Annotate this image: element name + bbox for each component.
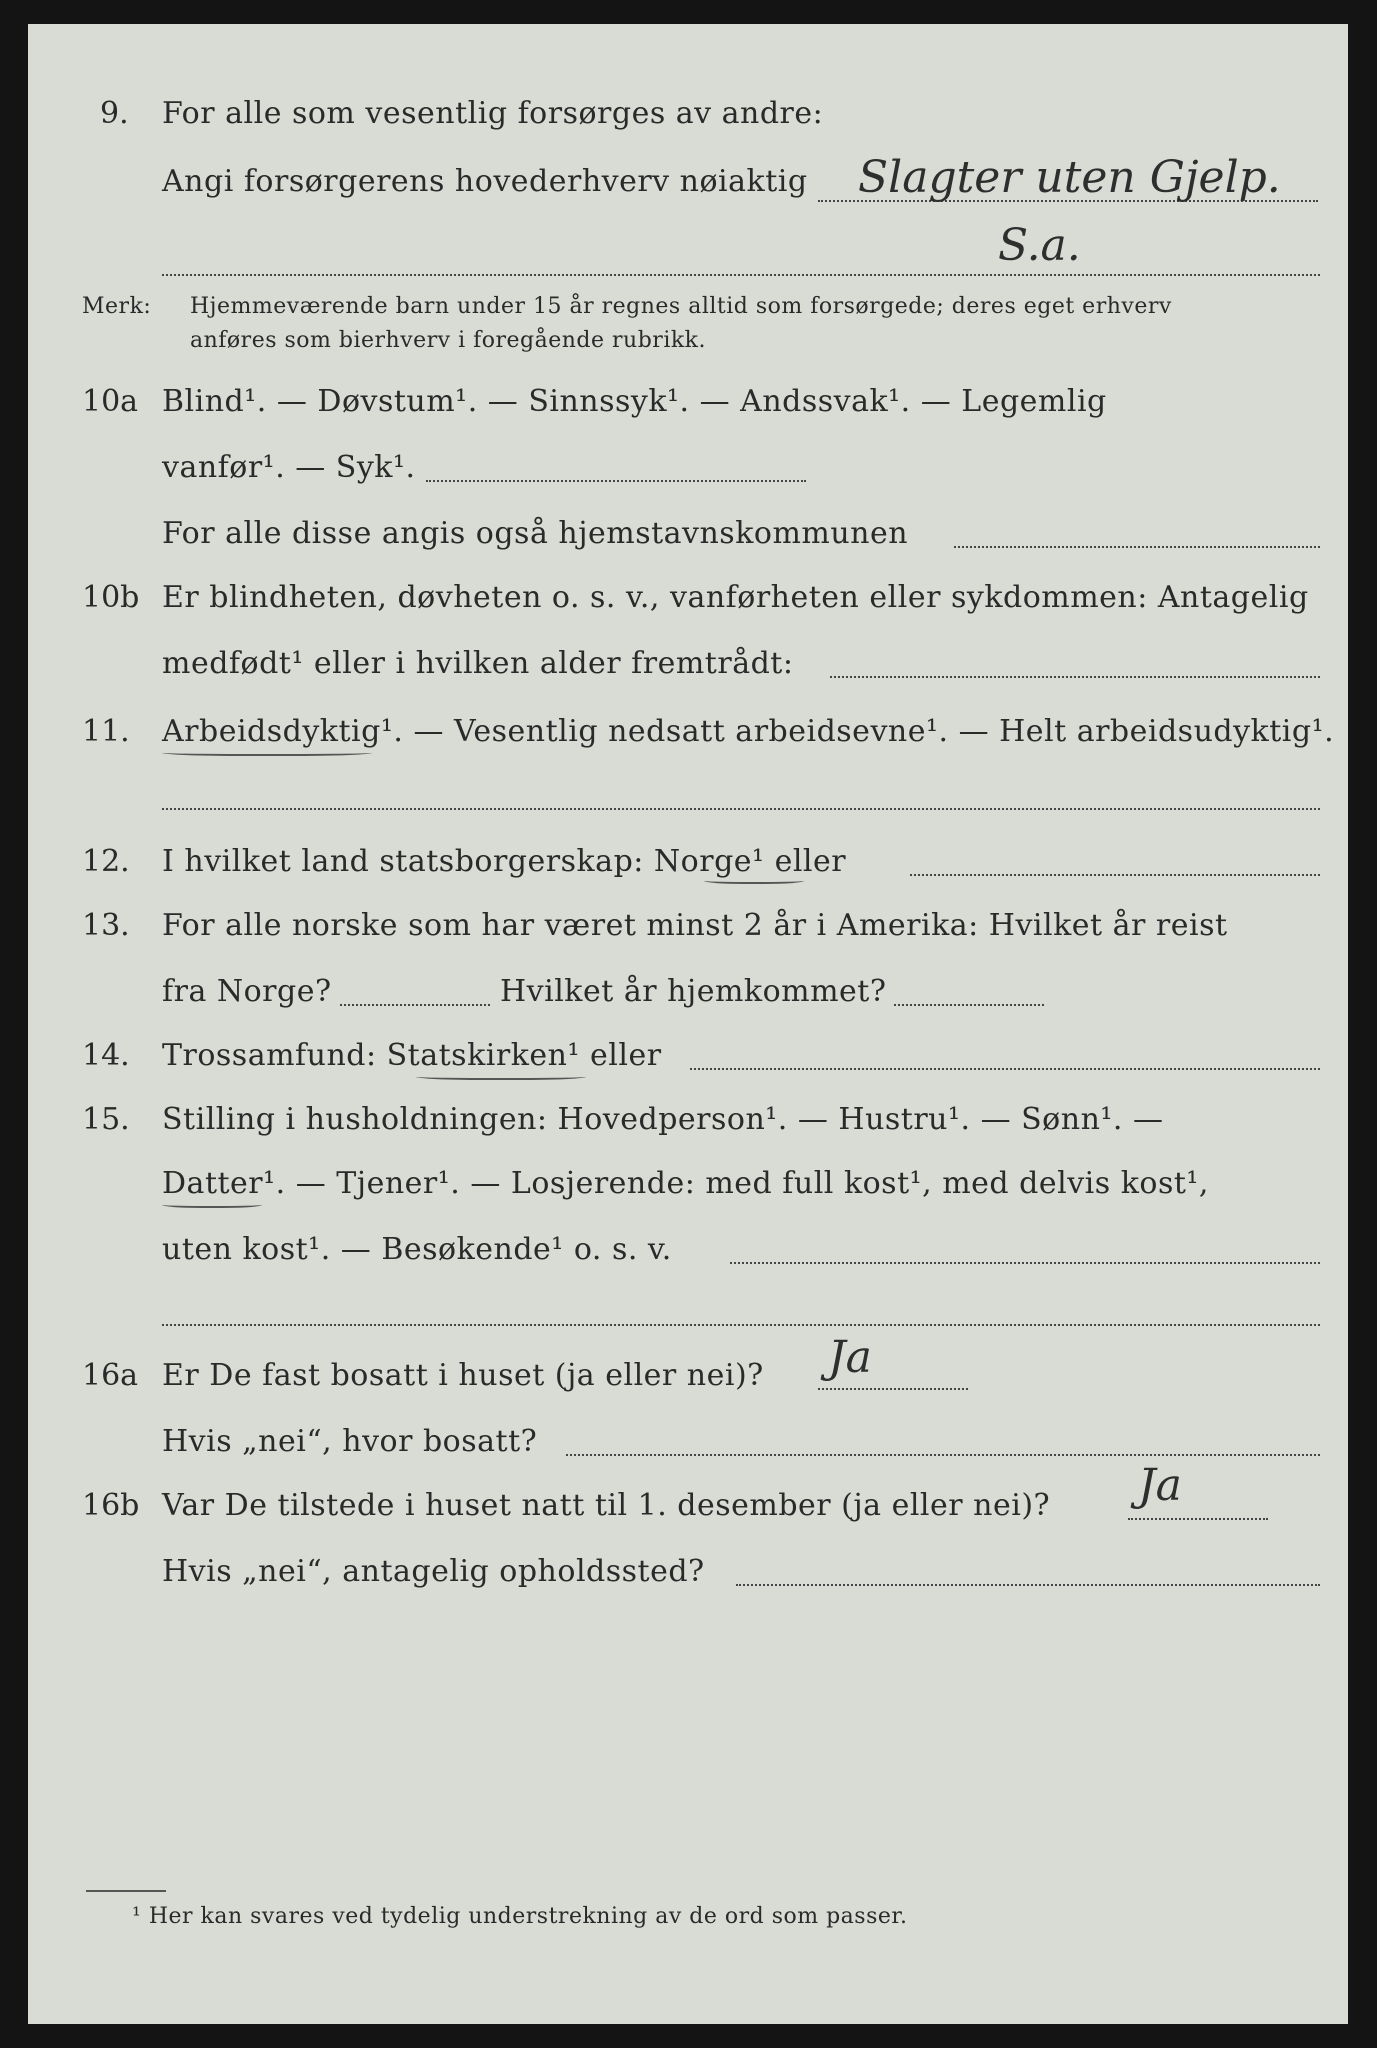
q13-line1: For alle norske som har været minst 2 år i Amerika: Hvilket år reist: [162, 908, 1228, 943]
q9-line1: For alle som vesentlig forsørges av andre:: [162, 96, 824, 131]
q16b-handwritten-answer: Ja: [1138, 1460, 1182, 1511]
q9-handwritten-answer2: S.a.: [998, 220, 1081, 271]
q10b-line1: Er blindheten, døvheten o. s. v., vanførheten eller sykdommen: Antagelig: [162, 580, 1309, 615]
q13-line2a: fra Norge?: [162, 974, 332, 1009]
footnote-rule: [86, 1890, 166, 1892]
q9-number: 9.: [100, 96, 129, 131]
q15-line3: uten kost¹. — Besøkende¹ o. s. v.: [162, 1232, 672, 1267]
q13-line2b: Hvilket år hjemkommet?: [500, 974, 887, 1009]
q16a-line2: Hvis „nei“, hvor bosatt?: [162, 1424, 538, 1459]
q16a-line1: Er De fast bosatt i huset (ja eller nei)?: [162, 1358, 764, 1393]
q14-line1: Trossamfund: Statskirken¹ eller: [162, 1038, 662, 1073]
q16b-line1: Var De tilstede i huset natt til 1. desember (ja eller nei)?: [162, 1488, 1051, 1523]
q12-fill-line: [910, 874, 1320, 876]
q9-line2: Angi forsørgerens hovederhverv nøiaktig: [162, 164, 808, 199]
q10b-number: 10b: [82, 580, 140, 615]
merk-line2: anføres som bierhverv i foregående rubrikk.: [190, 328, 707, 353]
q10a-number: 10a: [82, 384, 139, 419]
merk-label: Merk:: [82, 294, 152, 319]
q16b-fill-line: [1128, 1518, 1268, 1520]
q16a-handwritten-answer: Ja: [828, 1332, 872, 1383]
q14-underline-mark: [416, 1072, 586, 1080]
q12-line1: I hvilket land statsborgerskap: Norge¹ eller: [162, 844, 847, 879]
q16a-number: 16a: [82, 1358, 139, 1393]
q11-number: 11.: [82, 714, 130, 749]
q10b-fill-line: [830, 676, 1320, 678]
q15-number: 15.: [82, 1102, 130, 1137]
q12-underline-mark: [704, 876, 804, 884]
q10a-line3: For alle disse angis også hjemstavnskommunen: [162, 516, 909, 551]
q16a-fill-line2: [566, 1454, 1320, 1456]
q15-fill-line: [730, 1262, 1320, 1264]
q14-fill-line: [690, 1068, 1320, 1070]
q11-underline-mark: [162, 748, 372, 756]
q10a-line1: Blind¹. — Døvstum¹. — Sinnssyk¹. — Andssvak¹. — Legemlig: [162, 384, 1107, 419]
q16b-number: 16b: [82, 1488, 140, 1523]
q15-line2: Datter¹. — Tjener¹. — Losjerende: med full kost¹, med delvis kost¹,: [162, 1166, 1209, 1201]
q14-number: 14.: [82, 1038, 130, 1073]
q10a-line2: vanfør¹. — Syk¹.: [162, 450, 416, 485]
q13-fill-line2: [894, 1004, 1044, 1006]
footnote-text: ¹ Her kan svares ved tydelig understrekning av de ord som passer.: [132, 1904, 908, 1929]
q16a-fill-line: [818, 1388, 968, 1390]
q10b-line2: medfødt¹ eller i hvilken alder fremtrådt:: [162, 646, 794, 681]
q10a-fill-line2: [954, 546, 1320, 548]
q13-number: 13.: [82, 908, 130, 943]
q11-fill-line: [162, 808, 1320, 810]
q9-handwritten-answer: Slagter uten Gjelp.: [858, 152, 1281, 203]
census-form-page: [28, 24, 1348, 2024]
q11-line1: Arbeidsdyktig¹. — Vesentlig nedsatt arbeidsevne¹. — Helt arbeidsudyktig¹.: [162, 714, 1335, 749]
q16b-line2: Hvis „nei“, antagelig opholdssted?: [162, 1554, 705, 1589]
merk-line1: Hjemmeværende barn under 15 år regnes alltid som forsørgede; deres eget erhverv: [190, 294, 1172, 319]
q15-underline-mark: [162, 1200, 262, 1208]
q15-fill-line2: [162, 1324, 1320, 1326]
q12-number: 12.: [82, 844, 130, 879]
q15-line1: Stilling i husholdningen: Hovedperson¹. — Hustru¹. — Sønn¹. —: [162, 1102, 1164, 1137]
q16b-fill-line2: [736, 1584, 1320, 1586]
q9-fill-line2: [162, 274, 1320, 276]
q10a-fill-line: [426, 480, 806, 482]
q13-fill-line: [340, 1004, 490, 1006]
